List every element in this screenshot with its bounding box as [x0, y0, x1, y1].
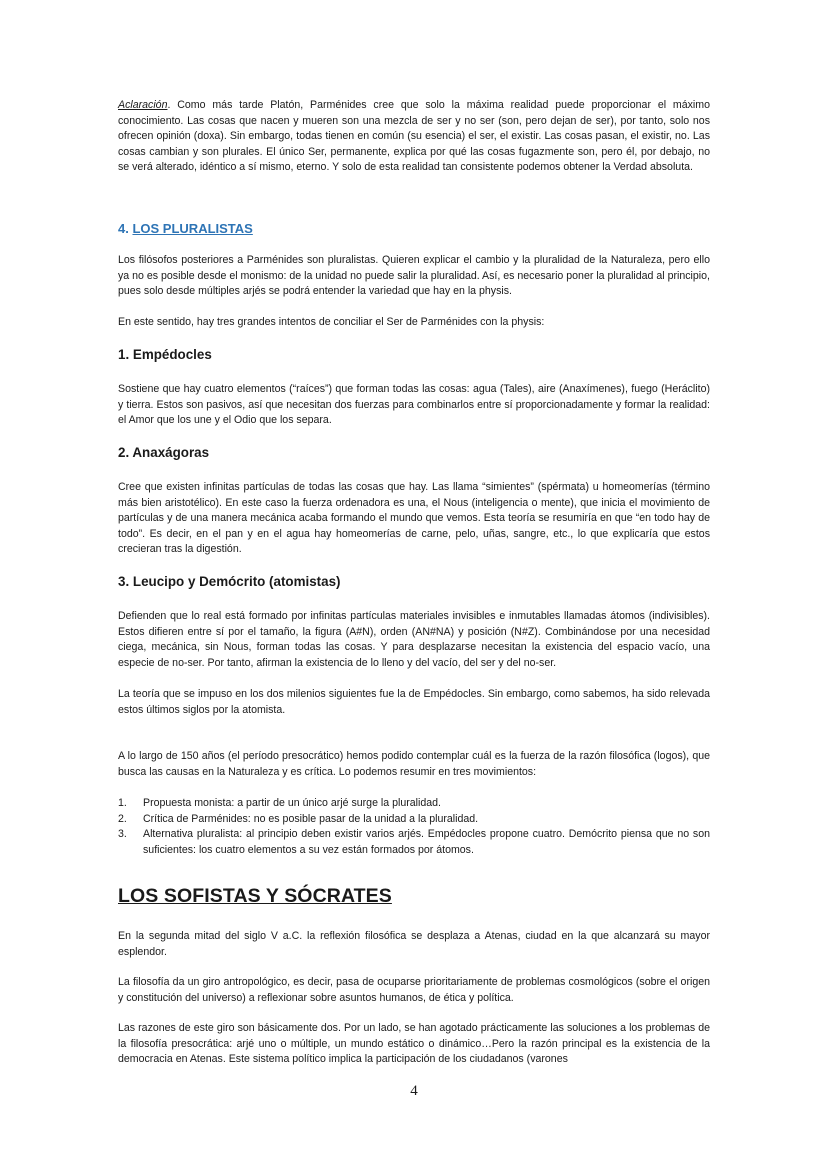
list-item-text: Crítica de Parménides: no es posible pasar de la unidad a la pluralidad.	[143, 812, 479, 825]
list-item	[118, 796, 710, 812]
summary-list	[118, 796, 710, 858]
list-item-number: 3.	[118, 828, 127, 841]
sofistas-paragraph-2: La filosofía da un giro antropológico, es decir, pasa de ocuparse prioritariamente de problemas cosmológicos (sobre el origen y constitución del universo) a reflexionar sobre asuntos humanos, de ética y política.	[118, 976, 710, 1004]
atomistas-paragraph: Defienden que lo real está formado por infinitas partículas materiales invisibles e inmutables llamadas átomos (indivisibles). Estos difieren entre sí por el tamaño, la figura (A#N), orden (AN#NA) y posición (N#Z). Combinándose por una necesidad ciega, mecánica, sin Nous, forman todas las cosas. Y para desplazarse necesitan la existencia del espacio vacío, una especie de no-ser. Por tanto, afirman la existencia de lo lleno y del vacío, del ser y del no-ser.	[118, 610, 710, 669]
atomistas-heading: 3. Leucipo y Demócrito (atomistas)	[118, 574, 341, 589]
pluralistas-intro-paragraph: Los filósofos posteriores a Parménides son pluralistas. Quieren explicar el cambio y la pluralidad de la Naturaleza, pero ello ya no es posible desde el monismo: de la unidad no puede salir la pluralidad. Así, es necesario poner la pluralidad al principio, pues solo desde múltiples arjés se podrá entender la variedad que hay en la physis.	[118, 254, 710, 298]
empedocles-heading: 1. Empédocles	[118, 347, 212, 362]
pluralistas-summary-paragraph: En este sentido, hay tres grandes intentos de conciliar el Ser de Parménides con la physis:	[118, 316, 545, 328]
page-number: 4	[410, 1083, 418, 1099]
empedocles-paragraph: Sostiene que hay cuatro elementos (“raíces”) que forman todas las cosas: agua (Tales), aire (Anaxímenes), fuego (Heráclito) y tierra. Estos son pasivos, así que necesitan dos fuerzas para combinarlos entre sí proporcionadamente y formar la realidad: el Amor que los une y el Odio que los separa.	[118, 383, 710, 427]
list-item-text: Propuesta monista: a partir de un único arjé surge la pluralidad.	[143, 797, 441, 809]
sofistas-paragraph-3: Las razones de este giro son básicamente dos. Por un lado, se han agotado prácticamente las soluciones a los problemas de la filosofía presocrática: arjé uno o múltiple, un mundo estático o dinámico…Pero la razón principal es la existencia de la democracia en Atenas. Este sistema político implica la participación de los ciudadanos (varones	[118, 1022, 710, 1066]
aclaracion-paragraph	[118, 98, 710, 176]
anaxagoras-paragraph: Cree que existen infinitas partículas de todas las cosas que hay. Las llama “simientes” (spérmata) u homeomerías (término más bien aristotélico). En este caso la fuerza ordenadora es una, el Nous (inteligencia o mente), que inicia el movimiento de partículas y de una manera mecánica acaba formando el mundo que vemos. Esta teoría se resumiría en que “en todo hay de todo”. Es decir, en el pan y en el agua hay homeomerías de carne, pelo, uñas, sangre, etc., lo que explicaría que estos crecieran tras la digestión.	[118, 481, 710, 556]
section-4-title-link[interactable]: LOS PLURALISTAS	[132, 221, 253, 236]
list-item-number: 2.	[118, 812, 127, 825]
atomistas-conclusion-paragraph: La teoría que se impuso en los dos milenios siguientes fue la de Empédocles. Sin embargo, como sabemos, ha sido relevada estos últimos siglos por la atomista.	[118, 688, 710, 716]
list-item	[118, 827, 710, 858]
section-4-heading	[118, 221, 253, 236]
anaxagoras-heading: 2. Anaxágoras	[118, 445, 210, 460]
sofistas-title: LOS SOFISTAS Y SÓCRATES	[118, 885, 392, 907]
list-item	[118, 812, 710, 828]
aclaracion-text: . Como más tarde Platón, Parménides cree que solo la máxima realidad puede proporcionar el máximo conocimiento. Las cosas que nacen y mueren son una mezcla de ser y no ser (son, pero dejan de ser), por tanto, solo nos ofrecen opinión (doxa). Sin embargo, todas tienen en común (su esencia) el ser, el existir. Las cosas pasan, el existir, no. Las cosas cambian y son plurales. El único Ser, permanente, explica por qué las cosas fugazmente son, pero él, por debajo, no se verá alterado, idéntico a sí mismo, eterno. Y solo de esta realidad tan consistente podemos obtener la Verdad absoluta.	[118, 99, 710, 174]
summary-intro-paragraph: A lo largo de 150 años (el período presocrático) hemos podido contemplar cuál es la fuerza de la razón filosófica (logos), que busca las causas en la Naturaleza y es crítica. Lo podemos resumir en tres movimientos:	[118, 750, 710, 778]
aclaracion-label: Aclaración	[118, 99, 168, 111]
section-4-number: 4.	[118, 221, 133, 236]
sofistas-paragraph-1: En la segunda mitad del siglo V a.C. la reflexión filosófica se desplaza a Atenas, ciudad en la que alcanzará su mayor esplendor.	[118, 930, 710, 958]
list-item-number: 1.	[118, 797, 127, 809]
list-item-text: Alternativa pluralista: al principio deben existir varios arjés. Empédocles propone cuatro. Demócrito piensa que no son suficientes: los cuatro elementos a su vez están formados por átomos.	[143, 828, 710, 856]
